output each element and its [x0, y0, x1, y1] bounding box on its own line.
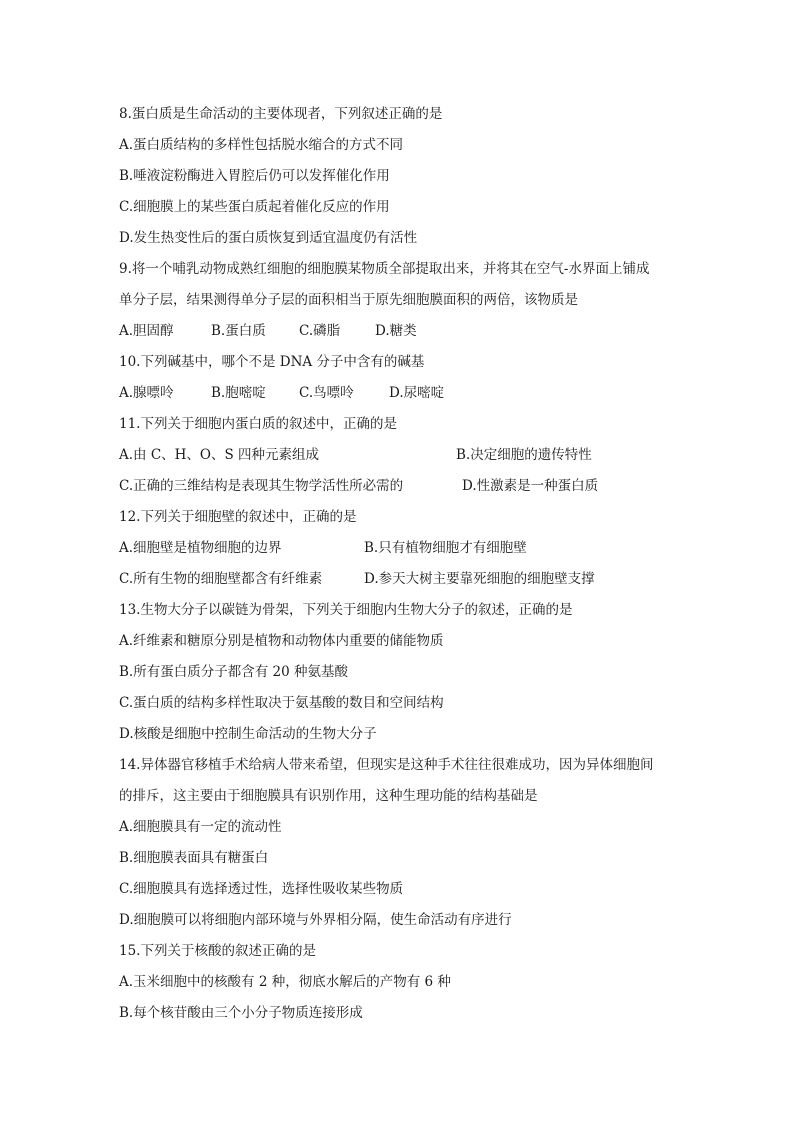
question-11-option-a: A.由 C、H、O、S 四种元素组成 — [119, 447, 320, 463]
question-8-option-b: B.唾液淀粉酶进入胃腔后仍可以发挥催化作用 — [119, 168, 390, 184]
question-8-option-c: C.细胞膜上的某些蛋白质起着催化反应的作用 — [119, 199, 390, 215]
question-9-stem-line-1: 9.将一个哺乳动物成熟红细胞的细胞膜某物质全部提取出来，并将其在空气-水界面上铺成 — [119, 261, 650, 277]
question-11-option-d: D.性激素是一种蛋白质 — [462, 478, 599, 494]
question-15-stem: 15.下列关于核酸的叙述正确的是 — [119, 943, 316, 959]
question-14-option-d: D.细胞膜可以将细胞内部环境与外界相分隔，使生命活动有序进行 — [119, 912, 512, 928]
question-8-option-a: A.蛋白质结构的多样性包括脱水缩合的方式不同 — [119, 137, 404, 153]
question-10-option-b: B.胞嘧啶 — [211, 385, 266, 401]
question-9-option-b: B.蛋白质 — [211, 323, 266, 339]
question-12-option-a: A.细胞壁是植物细胞的边界 — [119, 540, 282, 556]
question-9-option-c: C.磷脂 — [299, 323, 341, 339]
question-14-stem-line-2: 的排斥，这主要由于细胞膜具有识别作用，这种生理功能的结构基础是 — [119, 788, 538, 804]
question-11-stem: 11.下列关于细胞内蛋白质的叙述中，正确的是 — [119, 416, 397, 432]
question-14-option-a: A.细胞膜具有一定的流动性 — [119, 819, 282, 835]
question-12-option-d: D.参天大树主要靠死细胞的细胞壁支撑 — [364, 571, 595, 587]
question-13-option-a: A.纤维素和糖原分别是植物和动物体内重要的储能物质 — [119, 633, 444, 649]
question-8-option-d: D.发生热变性后的蛋白质恢复到适宜温度仍有活性 — [119, 230, 418, 246]
question-14-option-b: B.细胞膜表面具有糖蛋白 — [119, 850, 269, 866]
question-14-stem-line-1: 14.异体器官移植手术给病人带来希望，但现实是这种手术往往很难成功，因为异体细胞间 — [119, 757, 654, 773]
question-9-option-d: D.糖类 — [375, 323, 417, 339]
question-14-option-c: C.细胞膜具有选择透过性，选择性吸收某些物质 — [119, 881, 404, 897]
question-15-option-b: B.每个核苷酸由三个小分子物质连接形成 — [119, 1005, 363, 1021]
question-9-stem-line-2: 单分子层，结果测得单分子层的面积相当于原先细胞膜面积的两倍，该物质是 — [119, 292, 578, 308]
question-11-option-b: B.决定细胞的遗传特性 — [456, 447, 592, 463]
question-13-option-d: D.核酸是细胞中控制生命活动的生物大分子 — [119, 726, 377, 742]
question-11-option-c: C.正确的三维结构是表现其生物学活性所必需的 — [119, 478, 404, 494]
question-10-option-c: C.鸟嘌呤 — [299, 385, 354, 401]
question-10-stem: 10.下列碱基中，哪个不是 DNA 分子中含有的碱基 — [119, 354, 425, 370]
question-8-stem: 8.蛋白质是生命活动的主要体现者，下列叙述正确的是 — [119, 106, 443, 122]
question-13-option-b: B.所有蛋白质分子都含有 20 种氨基酸 — [119, 664, 348, 680]
question-9-option-a: A.胆固醇 — [119, 323, 174, 339]
question-10-option-d: D.尿嘧啶 — [389, 385, 445, 401]
question-12-option-c: C.所有生物的细胞壁都含有纤维素 — [119, 571, 323, 587]
question-13-stem: 13.生物大分子以碳链为骨架，下列关于细胞内生物大分子的叙述，正确的是 — [119, 602, 573, 618]
question-12-stem: 12.下列关于细胞壁的叙述中，正确的是 — [119, 509, 357, 525]
question-13-option-c: C.蛋白质的结构多样性取决于氨基酸的数目和空间结构 — [119, 695, 444, 711]
question-15-option-a: A.玉米细胞中的核酸有 2 种，彻底水解后的产物有 6 种 — [119, 974, 451, 990]
question-12-option-b: B.只有植物细胞才有细胞壁 — [364, 540, 527, 556]
question-10-option-a: A.腺嘌呤 — [119, 385, 174, 401]
